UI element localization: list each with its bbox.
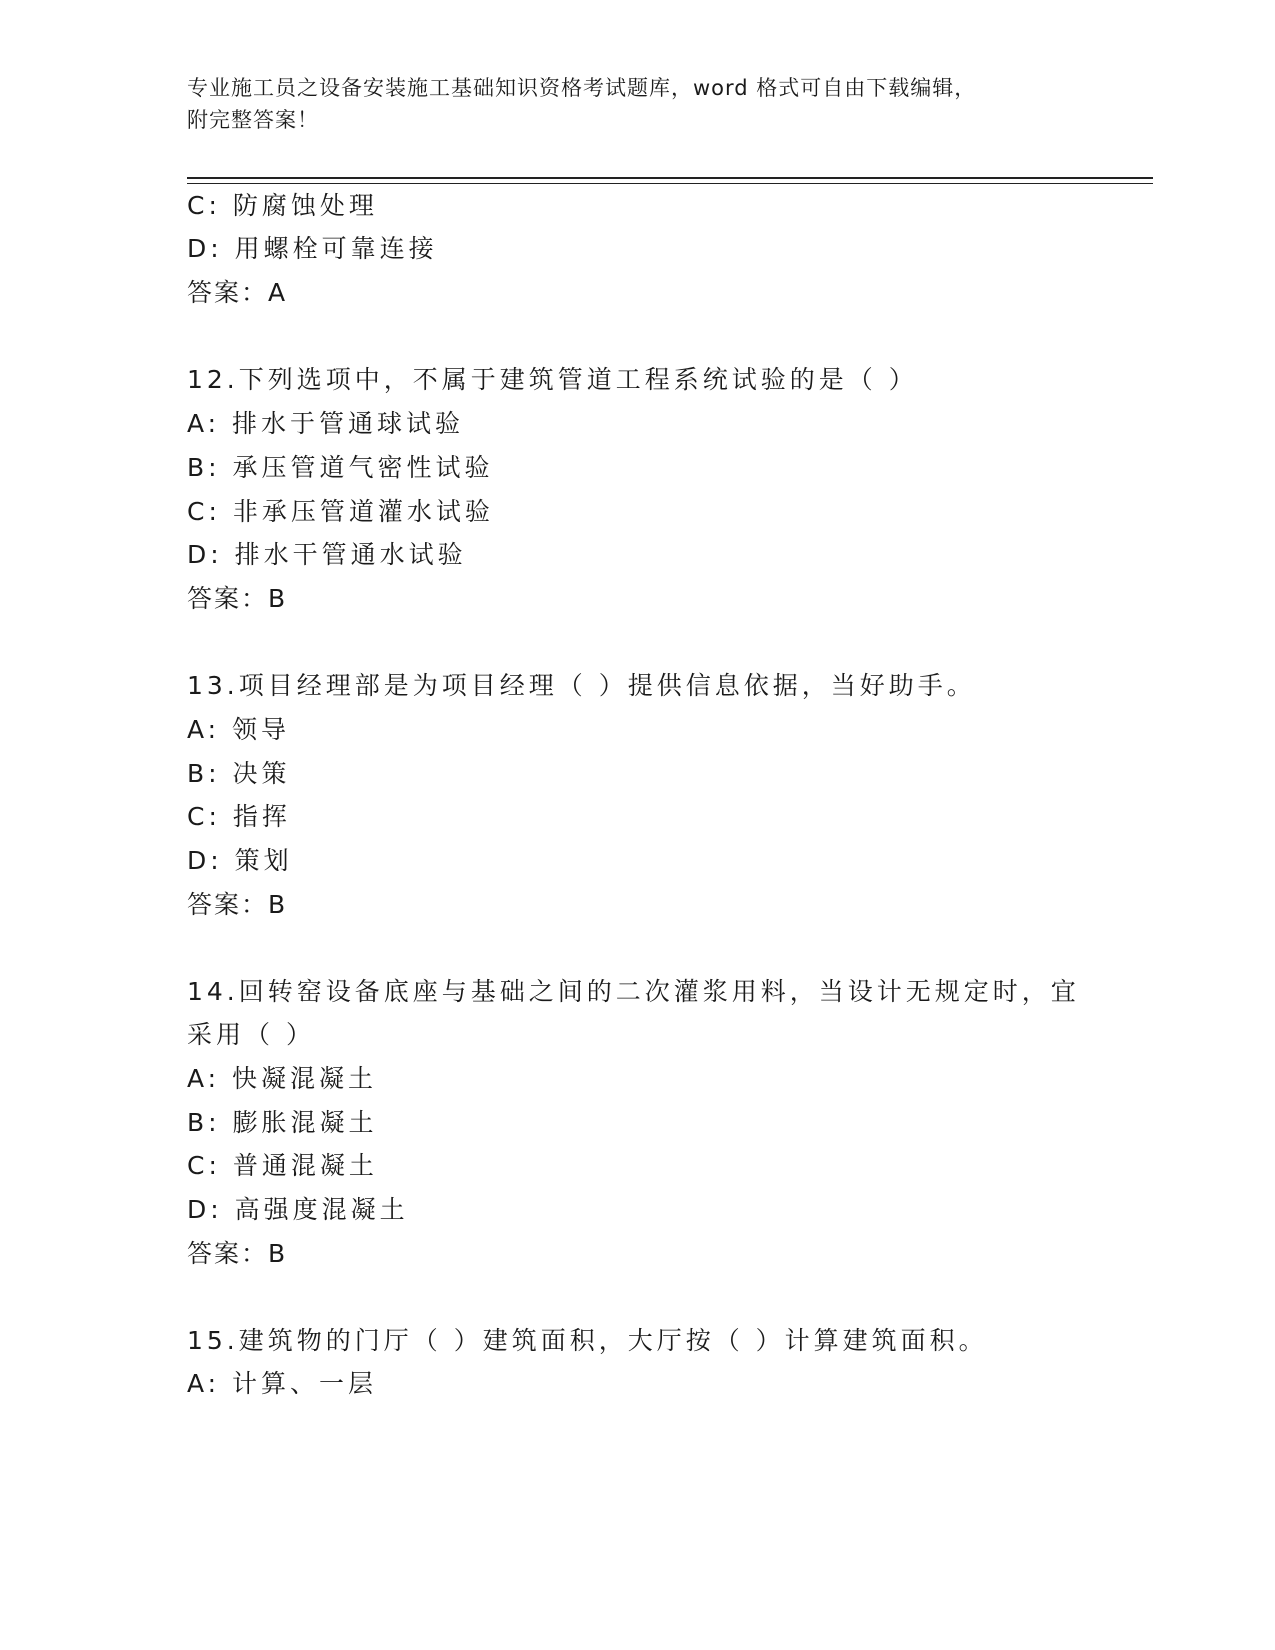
q14-option-a: A: 快凝混凝土 (187, 1064, 378, 1093)
q13-option-c: C: 指挥 (187, 802, 291, 831)
header-line-2: 附完整答案！ (187, 108, 319, 132)
q13-answer: 答案：B (187, 890, 288, 919)
page-header (187, 72, 1087, 136)
q13-question: 13.项目经理部是为项目经理（ ）提供信息依据，当好助手。 (187, 671, 976, 700)
q13-option-a: A: 领导 (187, 715, 291, 744)
q12-option-a: A: 排水于管通球试验 (187, 409, 465, 438)
q11-answer: 答案：A (187, 278, 288, 307)
q15-option-a: A: 计算、一层 (187, 1369, 378, 1398)
q15-question: 15.建筑物的门厅（ ）建筑面积，大厅按（ ）计算建筑面积。 (187, 1326, 988, 1355)
q14-question-line-1: 14.回转窑设备底座与基础之间的二次灌浆用料，当设计无规定时，宜 (187, 977, 1080, 1006)
q14-option-d: D: 高强度混凝土 (187, 1195, 409, 1224)
header-divider-thick (187, 177, 1153, 179)
q13-option-d: D: 策划 (187, 846, 293, 875)
q11-option-c: C: 防腐蚀处理 (187, 191, 378, 220)
q12-option-b: B: 承压管道气密性试验 (187, 453, 494, 482)
q12-option-c: C: 非承压管道灌水试验 (187, 497, 494, 526)
q13-option-b: B: 决策 (187, 759, 291, 788)
q14-question-line-2: 采用（ ） (187, 1020, 315, 1049)
q14-answer: 答案：B (187, 1239, 288, 1268)
q12-option-d: D: 排水干管通水试验 (187, 540, 467, 569)
header-divider-thin (187, 183, 1153, 184)
q14-option-c: C: 普通混凝土 (187, 1151, 378, 1180)
q14-option-b: B: 膨胀混凝土 (187, 1108, 378, 1137)
q12-answer: 答案：B (187, 584, 288, 613)
q11-option-d: D: 用螺栓可靠连接 (187, 234, 438, 263)
header-line-1: 专业施工员之设备安装施工基础知识资格考试题库，word 格式可自由下载编辑， (187, 76, 977, 100)
q12-question: 12.下列选项中，不属于建筑管道工程系统试验的是（ ） (187, 365, 918, 394)
